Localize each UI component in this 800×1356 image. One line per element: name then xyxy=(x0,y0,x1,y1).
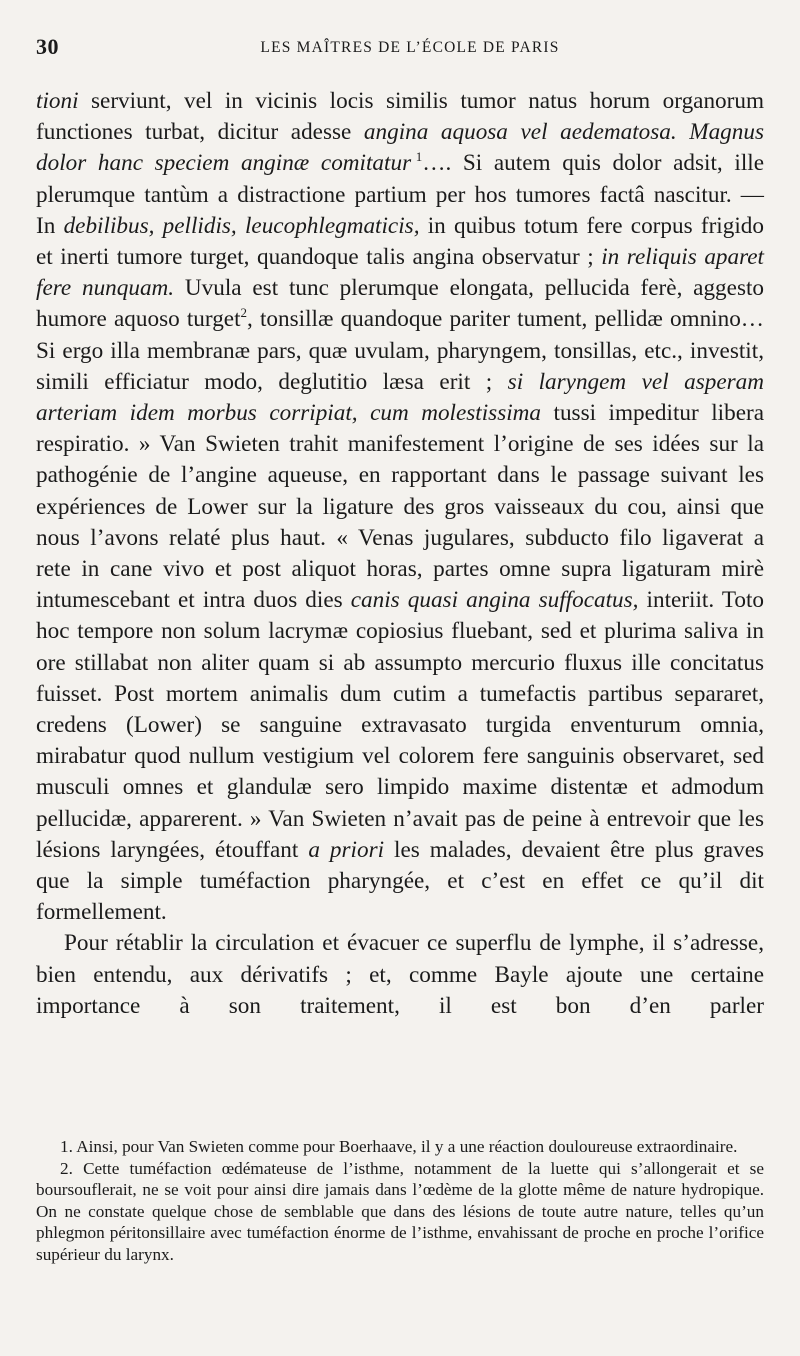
page-number: 30 xyxy=(36,34,59,59)
running-title: LES MAÎTRES DE L’ÉCOLE DE PARIS xyxy=(260,39,560,56)
paragraph-treatment: Pour rétablir la circulation et évacuer ce superflu de lymphe, il s’adresse, bien entendu, aux dérivatifs ; et, comme Bayle ajoute une certaine importance à son traitement, il est bon d’en parler xyxy=(36,930,764,1019)
text-run: in quibus totum fere corpus frigido et inerti tumore turget, quandoque talis angina observatur ; xyxy=(36,212,764,271)
text-run: tussi impeditur libera respiratio. » Van Swieten trahit manifestement l’origine de ses idées sur la pathogénie de l’angine aqueuse, en rapportant dans le passage suivant les expériences de Lower sur la ligature des gros vaisseaux du cou, ainsi que nous l’avons relaté plus haut. « Venas jugulares, subducto filo ligaverat a rete in cane vivo et post aliquot horas, partes omne supra ligaturam mirè intumescebant et intra duos dies xyxy=(36,400,764,614)
italic-text: a priori xyxy=(308,836,385,863)
footnotes xyxy=(36,1136,764,1266)
text-run: …. Si autem quis dolor adsit, ille plerumque tantùm a distractione partium per hos tumores factâ nascitur. — In xyxy=(36,150,764,239)
paragraph-latin-quotation xyxy=(36,86,764,928)
book-page xyxy=(36,28,764,1328)
italic-text: angina aquosa vel aedematosa. Magnus dolor hanc speciem anginæ comitatur xyxy=(36,119,764,177)
footnote-ref-2: 2 xyxy=(240,305,248,321)
italic-text: canis quasi angina suffocatus, xyxy=(350,587,639,614)
italic-text: debilibus, pellidis, leucophlegmaticis, xyxy=(63,212,420,239)
text-run: , tonsillæ quandoque pariter tument, pellidæ omnino… Si ergo illa membranæ pars, quæ uvulam, pharyngem, tonsillas, etc., investit, simili efficiatur modo, deglutitio læsa erit ; xyxy=(36,306,764,395)
italic-text: si laryngem vel asperam arteriam idem morbus corripiat, cum molestissima xyxy=(36,368,764,427)
text-run: interiit. Toto hoc tempore non solum lacrymæ copiosius fluebant, sed et plurima saliva in ore stillabat non aliter quam si ab assumpto mercurio fluxus ille concitatus fuisset. Post mortem animalis dum cutim a tumefactis partibus separaret, credens (Lower) se sanguine extravasato turgida enventurum omnia, mirabatur quod nullum vestigium vel colorem fere sanguinis observaret, sed musculi omnes et glandulæ sero limpido maxime distentæ et admodum pellucidæ, apparerent. » Van Swieten n’avait pas de peine à entrevoir que les lésions laryngées, étouffant xyxy=(36,587,764,863)
text-run: Uvula est tunc plerumque elongata, pellucida ferè, aggesto humore aquoso turget xyxy=(36,275,765,333)
italic-text: tioni xyxy=(36,88,79,114)
italic-text: in reliquis aparet fere nunquam. xyxy=(36,244,764,302)
footnote-1: 1. Ainsi, pour Van Swieten comme pour Boerhaave, il y a une réaction douloureuse extraordinaire. xyxy=(60,1137,738,1156)
text-run: serviunt, vel in vicinis locis similis tumor natus horum organorum functiones turbat, dicitur adesse xyxy=(36,88,764,146)
running-header xyxy=(36,28,764,68)
text-run: les malades, devaient être plus graves que la simple tuméfaction pharyngée, et c’est en effet ce qu’il dit formellement. xyxy=(36,836,765,926)
footnote-ref-1: 1 xyxy=(415,149,423,165)
footnote-2: 2. Cette tuméfaction œdémateuse de l’isthme, notamment de la luette qui s’allongerait et se boursouflerait, ne se voit pour ainsi dire jamais dans l’œdème de la glotte même de nature hydropique. On ne constate quelque chose de semblable que dans des lésions de toute autre nature, telles qu’un phlegmon péritonsillaire avec tuméfaction énorme de l’isthme, envahissant de proche en proche l’orifice supérieur du larynx. xyxy=(36,1158,764,1264)
main-text xyxy=(36,86,764,1022)
